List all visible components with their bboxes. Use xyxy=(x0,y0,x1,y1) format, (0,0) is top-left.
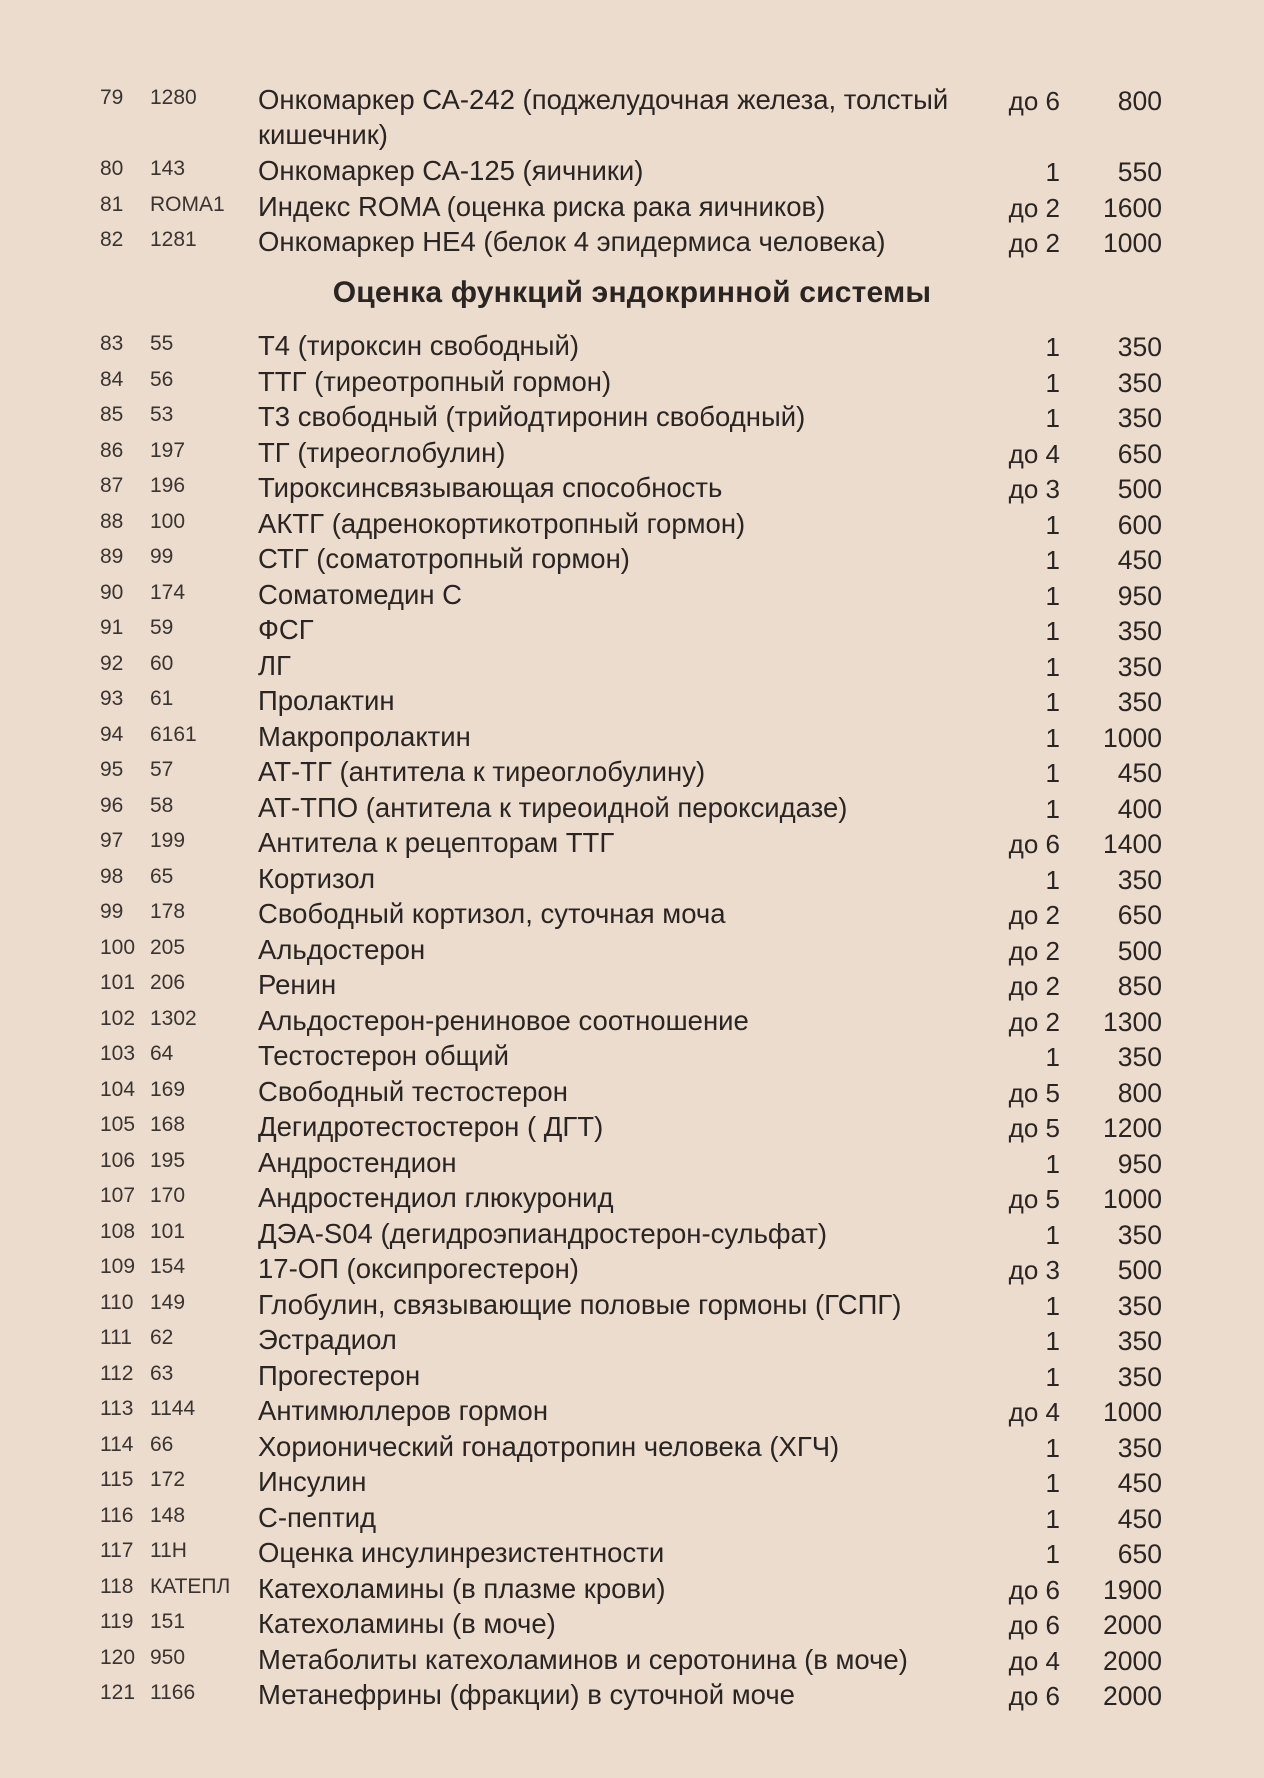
table-row xyxy=(0,894,1264,930)
oncomarker-section xyxy=(0,80,1264,258)
turnaround-days: до 6 xyxy=(1008,829,1060,859)
test-code: 148 xyxy=(150,1503,186,1527)
row-number: 104 xyxy=(100,1077,136,1101)
table-row xyxy=(0,468,1264,504)
test-price: 800 xyxy=(1117,1077,1162,1108)
test-code: 100 xyxy=(150,509,186,533)
section-heading: Оценка функций эндокринной системы xyxy=(332,276,932,309)
table-row xyxy=(0,1604,1264,1640)
turnaround-days: до 6 xyxy=(1008,1610,1060,1640)
turnaround-days: 1 xyxy=(1045,1468,1060,1498)
turnaround-days: до 2 xyxy=(1008,228,1060,258)
test-name: Дегидротестостерон ( ДГТ) xyxy=(258,1111,604,1142)
test-price: 950 xyxy=(1117,580,1162,611)
test-price: 350 xyxy=(1117,864,1162,895)
table-row xyxy=(0,1178,1264,1214)
row-number: 100 xyxy=(100,935,136,959)
row-number: 95 xyxy=(100,758,124,781)
endocrine-section xyxy=(0,326,1264,1711)
turnaround-days: 1 xyxy=(1045,1539,1060,1569)
table-row xyxy=(0,151,1264,187)
table-row xyxy=(0,1001,1264,1037)
table-row xyxy=(0,575,1264,611)
table-row xyxy=(0,1107,1264,1143)
row-number: 103 xyxy=(100,1042,136,1065)
test-name: Тироксинсвязывающая способность xyxy=(258,472,723,503)
row-number: 110 xyxy=(100,1290,134,1314)
row-number: 94 xyxy=(100,722,124,746)
test-code: 1166 xyxy=(150,1681,196,1704)
test-name: Андростендиол глюкуронид xyxy=(258,1182,614,1213)
table-row xyxy=(0,1462,1264,1498)
turnaround-days: до 2 xyxy=(1008,935,1060,966)
turnaround-days: 1 xyxy=(1045,793,1060,824)
turnaround-days: 1 xyxy=(1045,367,1060,398)
test-name: Соматомедин С xyxy=(258,578,463,610)
row-number: 83 xyxy=(100,332,124,355)
turnaround-days: 1 xyxy=(1045,332,1060,362)
test-name: Ренин xyxy=(258,969,337,1000)
test-name: ТТГ (тиреотропный гормон) xyxy=(258,365,612,397)
turnaround-days: до 4 xyxy=(1008,1397,1060,1427)
test-code: 168 xyxy=(150,1113,186,1136)
turnaround-days: 1 xyxy=(1045,1432,1060,1463)
row-number: 93 xyxy=(100,687,124,710)
row-number: 119 xyxy=(100,1610,134,1633)
test-code: 174 xyxy=(150,580,186,604)
test-name: Прогестерон xyxy=(258,1359,421,1391)
row-number: 86 xyxy=(100,438,124,462)
test-name: Макропролактин xyxy=(258,720,471,752)
test-name: Альдостерон xyxy=(258,933,426,965)
test-name: АКТГ (адренокортикотропный гормон) xyxy=(258,507,746,539)
test-name: Свободный кортизол, суточная моча xyxy=(258,898,726,929)
turnaround-days: 1 xyxy=(1045,1361,1060,1392)
test-code: 60 xyxy=(150,651,174,675)
row-number: 96 xyxy=(100,793,124,817)
turnaround-days: до 5 xyxy=(1008,1077,1060,1108)
test-code: 1302 xyxy=(150,1006,197,1030)
turnaround-days: до 2 xyxy=(1008,971,1060,1001)
test-price: 500 xyxy=(1117,1255,1162,1285)
table-row xyxy=(0,788,1264,824)
row-number: 105 xyxy=(100,1113,136,1136)
turnaround-days: до 6 xyxy=(1008,1681,1060,1711)
turnaround-days: 1 xyxy=(1045,758,1060,788)
table-row xyxy=(0,681,1264,717)
test-code: 149 xyxy=(150,1290,186,1314)
table-row xyxy=(0,1072,1264,1108)
table-row xyxy=(0,823,1264,859)
row-number: 97 xyxy=(100,829,124,852)
test-price: 1000 xyxy=(1103,1397,1162,1427)
row-number: 112 xyxy=(100,1361,134,1385)
test-code: 55 xyxy=(150,332,174,355)
test-code: 1144 xyxy=(150,1397,196,1420)
row-number: 109 xyxy=(100,1255,136,1278)
turnaround-days: до 2 xyxy=(1008,192,1060,223)
test-price: 650 xyxy=(1117,438,1162,469)
turnaround-days: до 4 xyxy=(1008,438,1060,469)
test-name: Андростендион xyxy=(258,1146,457,1178)
turnaround-days: 1 xyxy=(1045,651,1060,682)
test-name: Онкомаркер СА-125 (яичники) xyxy=(258,155,644,186)
test-code: 206 xyxy=(150,971,186,994)
test-name: ТГ (тиреоглобулин) xyxy=(258,436,506,468)
table-row xyxy=(0,1285,1264,1321)
turnaround-days: 1 xyxy=(1045,1042,1060,1072)
test-name: Тестостерон общий xyxy=(258,1040,510,1071)
row-number: 101 xyxy=(100,971,136,994)
test-code: 53 xyxy=(150,403,174,426)
test-code: КАТЕПЛ xyxy=(150,1574,231,1598)
turnaround-days: 1 xyxy=(1045,403,1060,433)
test-price: 2000 xyxy=(1103,1681,1162,1711)
test-code: 950 xyxy=(150,1645,186,1669)
turnaround-days: до 6 xyxy=(1008,1574,1060,1605)
test-price: 1000 xyxy=(1103,722,1162,753)
test-price: 1300 xyxy=(1103,1006,1162,1037)
test-name: АТ-ТГ (антитела к тиреоглобулину) xyxy=(258,756,706,787)
test-code: 169 xyxy=(150,1077,186,1101)
test-name: Т4 (тироксин свободный) xyxy=(258,330,580,361)
turnaround-days: до 6 xyxy=(1008,86,1060,116)
test-name: Метаболиты катехоламинов и серотонина (в моче) xyxy=(258,1643,908,1675)
test-code: 57 xyxy=(150,758,174,781)
test-price: 350 xyxy=(1117,332,1162,362)
test-code: 170 xyxy=(150,1184,186,1207)
table-row xyxy=(0,1427,1264,1463)
test-price: 650 xyxy=(1117,1539,1162,1569)
test-code: 58 xyxy=(150,793,174,817)
test-code: 64 xyxy=(150,1042,174,1065)
test-code: 6161 xyxy=(150,722,197,746)
test-name: Катехоламины (в моче) xyxy=(258,1608,556,1639)
test-name: ФСГ xyxy=(258,614,314,645)
row-number: 118 xyxy=(100,1574,134,1598)
test-name: Глобулин, связывающие половые гормоны (ГСПГ) xyxy=(258,1288,902,1320)
test-name: Эстрадиол xyxy=(258,1324,397,1355)
test-name: ЛГ xyxy=(258,649,291,681)
test-code: 172 xyxy=(150,1468,186,1491)
turnaround-days: 1 xyxy=(1045,864,1060,895)
table-row xyxy=(0,80,1264,151)
test-price: 350 xyxy=(1117,651,1162,682)
table-row xyxy=(0,397,1264,433)
row-number: 85 xyxy=(100,403,124,426)
row-number: 92 xyxy=(100,651,124,675)
row-number: 89 xyxy=(100,545,124,568)
test-code: 56 xyxy=(150,367,174,391)
test-price: 1400 xyxy=(1103,829,1162,859)
table-row xyxy=(0,1533,1264,1569)
test-code: 199 xyxy=(150,829,186,852)
test-price: 950 xyxy=(1117,1148,1162,1179)
test-code: 195 xyxy=(150,1148,186,1172)
test-price: 850 xyxy=(1117,971,1162,1001)
test-name: Альдостерон-рениновое соотношение xyxy=(258,1004,749,1036)
test-name: Катехоламины (в плазме крови) xyxy=(258,1572,666,1604)
test-price: 350 xyxy=(1117,367,1162,398)
test-code: 1281 xyxy=(150,228,197,251)
turnaround-days: 1 xyxy=(1045,545,1060,575)
table-row xyxy=(0,1498,1264,1534)
test-code: ROMA1 xyxy=(150,192,225,216)
row-number: 81 xyxy=(100,192,124,216)
test-name: 17-ОП (оксипрогестерон) xyxy=(258,1253,579,1284)
turnaround-days: 1 xyxy=(1045,509,1060,540)
test-code: 197 xyxy=(150,438,186,462)
row-number: 90 xyxy=(100,580,124,604)
turnaround-days: 1 xyxy=(1045,616,1060,646)
table-row xyxy=(0,539,1264,575)
turnaround-days: 1 xyxy=(1045,1326,1060,1356)
row-number: 87 xyxy=(100,474,124,497)
test-name: Свободный тестостерон xyxy=(258,1075,568,1107)
row-number: 107 xyxy=(100,1184,136,1207)
test-price: 450 xyxy=(1117,1468,1162,1498)
row-number: 79 xyxy=(100,86,124,109)
test-code: 63 xyxy=(150,1361,174,1385)
test-price: 1600 xyxy=(1103,192,1162,223)
test-price: 2000 xyxy=(1103,1610,1162,1640)
row-number: 114 xyxy=(100,1432,134,1456)
row-number: 84 xyxy=(100,367,124,391)
test-name: АТ-ТПО (антитела к тиреоидной пероксидазе) xyxy=(258,791,848,823)
turnaround-days: до 5 xyxy=(1008,1184,1060,1214)
row-number: 115 xyxy=(100,1468,134,1491)
row-number: 88 xyxy=(100,509,124,533)
row-number: 106 xyxy=(100,1148,136,1172)
test-price: 1000 xyxy=(1103,228,1162,258)
table-row xyxy=(0,930,1264,966)
test-price: 1000 xyxy=(1103,1184,1162,1214)
turnaround-days: 1 xyxy=(1045,157,1060,187)
test-name: Антитела к рецепторам ТТГ xyxy=(258,827,615,858)
turnaround-days: 1 xyxy=(1045,1148,1060,1179)
test-price: 450 xyxy=(1117,758,1162,788)
test-name: Индекс ROMA (оценка риска рака яичников) xyxy=(258,190,826,222)
test-code: 101 xyxy=(150,1219,186,1243)
table-row xyxy=(0,717,1264,753)
table-row xyxy=(0,610,1264,646)
row-number: 117 xyxy=(100,1539,134,1562)
test-price: 550 xyxy=(1117,157,1162,187)
test-price: 650 xyxy=(1117,900,1162,930)
test-code: 99 xyxy=(150,545,174,568)
turnaround-days: 1 xyxy=(1045,580,1060,611)
test-code: 178 xyxy=(150,900,186,923)
test-price: 2000 xyxy=(1103,1645,1162,1676)
test-price: 500 xyxy=(1117,935,1162,966)
table-row xyxy=(0,222,1264,258)
test-name: СТГ (соматотропный гормон) xyxy=(258,543,630,574)
test-price: 350 xyxy=(1117,403,1162,433)
table-row xyxy=(0,859,1264,895)
turnaround-days: 1 xyxy=(1045,1503,1060,1534)
table-row xyxy=(0,1356,1264,1392)
table-row xyxy=(0,1640,1264,1676)
test-name: ДЭА-S04 (дегидроэпиандростерон-сульфат) xyxy=(258,1217,827,1249)
table-row xyxy=(0,187,1264,223)
table-row xyxy=(0,1320,1264,1356)
row-number: 108 xyxy=(100,1219,136,1243)
row-number: 102 xyxy=(100,1006,136,1030)
table-row xyxy=(0,752,1264,788)
table-row xyxy=(0,646,1264,682)
table-row xyxy=(0,965,1264,1001)
test-price: 350 xyxy=(1117,1290,1162,1321)
table-row xyxy=(0,1214,1264,1250)
test-code: 11Н xyxy=(150,1539,187,1562)
turnaround-days: до 3 xyxy=(1008,1255,1060,1285)
test-code: 205 xyxy=(150,935,186,959)
test-code: 154 xyxy=(150,1255,186,1278)
table-row xyxy=(0,1249,1264,1285)
test-price: 450 xyxy=(1117,545,1162,575)
test-code: 151 xyxy=(150,1610,186,1633)
test-price: 350 xyxy=(1117,687,1162,717)
test-price: 400 xyxy=(1117,793,1162,824)
test-name: С-пептид xyxy=(258,1501,377,1533)
test-name: Кортизол xyxy=(258,862,375,894)
table-row xyxy=(0,1675,1264,1711)
row-number: 113 xyxy=(100,1397,134,1420)
turnaround-days: до 2 xyxy=(1008,900,1060,930)
test-code: 66 xyxy=(150,1432,174,1456)
test-price: 500 xyxy=(1117,474,1162,504)
test-price: 350 xyxy=(1117,616,1162,646)
table-row xyxy=(0,1036,1264,1072)
table-row xyxy=(0,433,1264,469)
turnaround-days: 1 xyxy=(1045,722,1060,753)
test-name: Т3 свободный (трийодтиронин свободный) xyxy=(258,401,806,432)
turnaround-days: до 3 xyxy=(1008,474,1060,504)
turnaround-days: 1 xyxy=(1045,1219,1060,1250)
test-price: 350 xyxy=(1117,1042,1162,1072)
test-price: 350 xyxy=(1117,1361,1162,1392)
test-code: 62 xyxy=(150,1326,174,1349)
test-code: 65 xyxy=(150,864,174,888)
row-number: 80 xyxy=(100,157,124,180)
test-name: Метанефрины (фракции) в суточной моче xyxy=(258,1679,795,1710)
row-number: 91 xyxy=(100,616,124,639)
test-code: 196 xyxy=(150,474,186,497)
test-price: 350 xyxy=(1117,1326,1162,1356)
turnaround-days: 1 xyxy=(1045,1290,1060,1321)
test-name: Хорионический гонадотропин человека (ХГЧ) xyxy=(258,1430,840,1462)
row-number: 99 xyxy=(100,900,124,923)
table-row xyxy=(0,1391,1264,1427)
test-price: 800 xyxy=(1117,86,1162,116)
table-row xyxy=(0,362,1264,398)
row-number: 120 xyxy=(100,1645,136,1669)
table-row xyxy=(0,326,1264,362)
row-number: 121 xyxy=(100,1681,136,1704)
row-number: 116 xyxy=(100,1503,134,1527)
test-price: 600 xyxy=(1117,509,1162,540)
test-code: 59 xyxy=(150,616,174,639)
test-price: 450 xyxy=(1117,1503,1162,1534)
row-number: 82 xyxy=(100,228,124,251)
table-row xyxy=(0,1143,1264,1179)
test-price: 1200 xyxy=(1103,1113,1162,1143)
turnaround-days: до 4 xyxy=(1008,1645,1060,1676)
turnaround-days: до 2 xyxy=(1008,1006,1060,1037)
test-price: 1900 xyxy=(1103,1574,1162,1605)
test-name: Оценка инсулинрезистентности xyxy=(258,1537,665,1568)
test-code: 1280 xyxy=(150,86,197,109)
table-row xyxy=(0,1569,1264,1605)
test-price: 350 xyxy=(1117,1432,1162,1463)
test-code: 143 xyxy=(150,157,186,180)
test-name: Онкомаркер НЕ4 (белок 4 эпидермиса человека) xyxy=(258,226,886,257)
row-number: 98 xyxy=(100,864,124,888)
turnaround-days: до 5 xyxy=(1008,1113,1060,1143)
test-price: 350 xyxy=(1117,1219,1162,1250)
test-name: Пролактин xyxy=(258,685,395,716)
test-name: Антимюллеров гормон xyxy=(258,1395,549,1426)
row-number: 111 xyxy=(100,1326,132,1349)
table-row xyxy=(0,504,1264,540)
test-name: Онкомаркер СА-242 (поджелудочная железа, толстый кишечник) xyxy=(258,84,949,150)
test-name: Инсулин xyxy=(258,1466,367,1497)
turnaround-days: 1 xyxy=(1045,687,1060,717)
test-code: 61 xyxy=(150,687,174,710)
